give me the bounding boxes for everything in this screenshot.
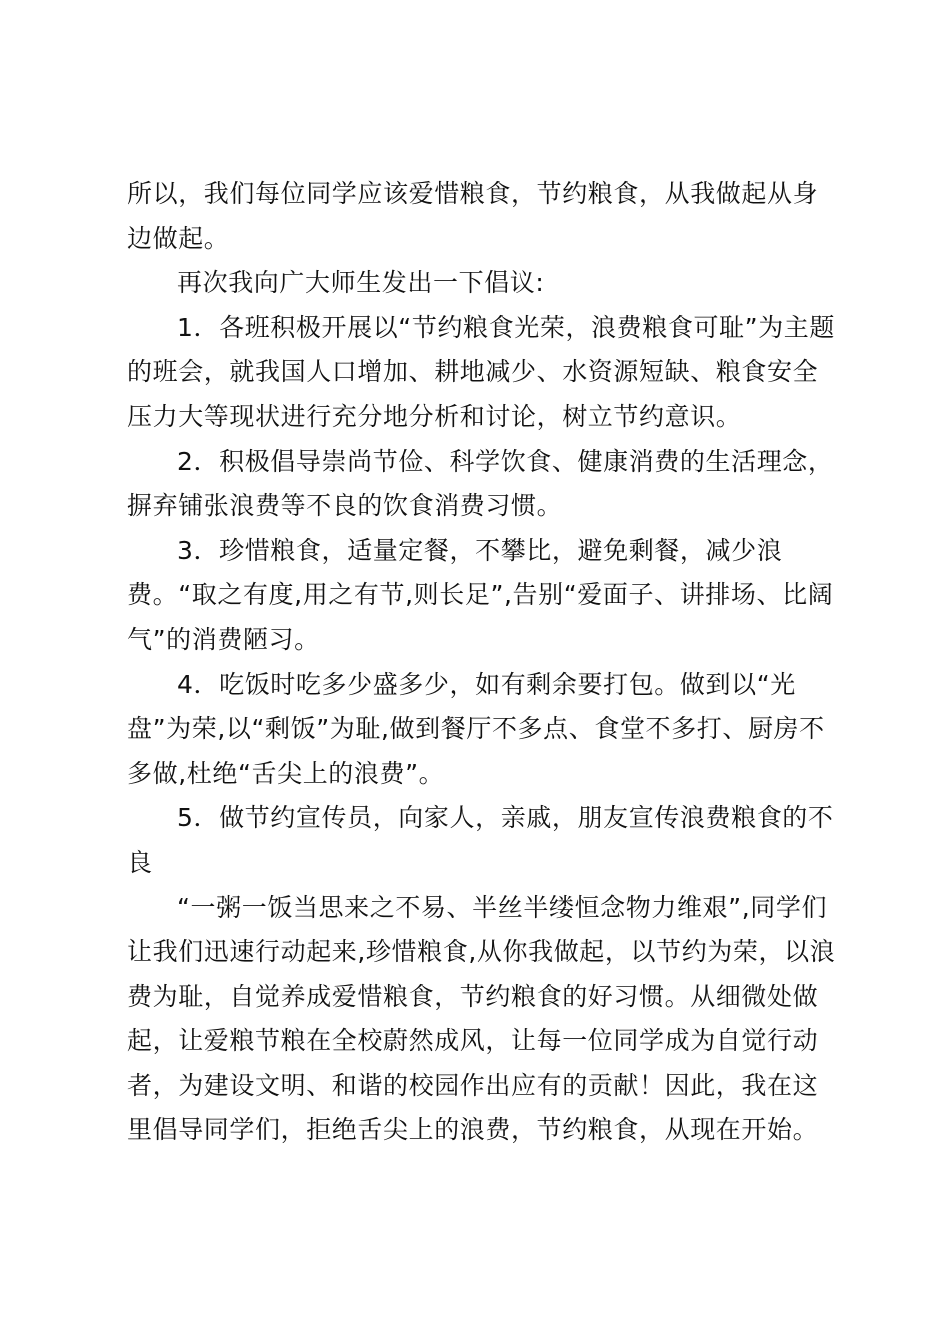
paragraph-proposal-1: 1．各班积极开展以“节约粮食光荣，浪费粮食可耻”为主题的班会，就我国人口增加、耕地减少、水资源短缺、粮食安全压力大等现状进行充分地分析和讨论，树立节约意识。: [127, 312, 836, 431]
paragraph-closing: “一粥一饭当思来之不易、半丝半缕恒念物力维艰”,同学们让我们迅速行动起来,珍惜粮食,从你我做起，以节约为荣，以浪费为耻，自觉养成爱惜粮食，节约粮食的好习惯。从细微处做起，让爱粮节粮在全校蔚然成风，让每一位同学成为自觉行动者，为建设文明、和谐的校园作出应有的贡献！因此，我在这里倡导同学们，拒绝舌尖上的浪费，节约粮食，从现在开始。: [127, 892, 836, 1145]
paragraph-conclusion-intro: 所以，我们每位同学应该爱惜粮食，节约粮食，从我做起从身边做起。: [127, 179, 819, 253]
paragraph-proposal-3: 3．珍惜粮食，适量定餐，不攀比，避免剩餐，减少浪费。“取之有度,用之有节,则长足”,告别“爱面子、讲排场、比阔气”的消费陋习。: [127, 535, 834, 654]
paragraph-proposal-4: 4．吃饭时吃多少盛多少，如有剩余要打包。做到以“光盘”为荣,以“剩饭”为耻,做到餐厅不多点、食堂不多打、厨房不多做,杜绝“舌尖上的浪费”。: [127, 669, 825, 788]
paragraph-proposal-5: 5．做节约宣传员，向家人，亲戚，朋友宣传浪费粮食的不良: [127, 803, 834, 877]
paragraph-proposal-2: 2．积极倡导崇尚节俭、科学饮食、健康消费的生活理念，摒弃铺张浪费等不良的饮食消费习惯。: [127, 446, 834, 521]
paragraph-proposal-heading: 再次我向广大师生发出一下倡议:: [177, 268, 545, 298]
document-body: [127, 172, 839, 1153]
